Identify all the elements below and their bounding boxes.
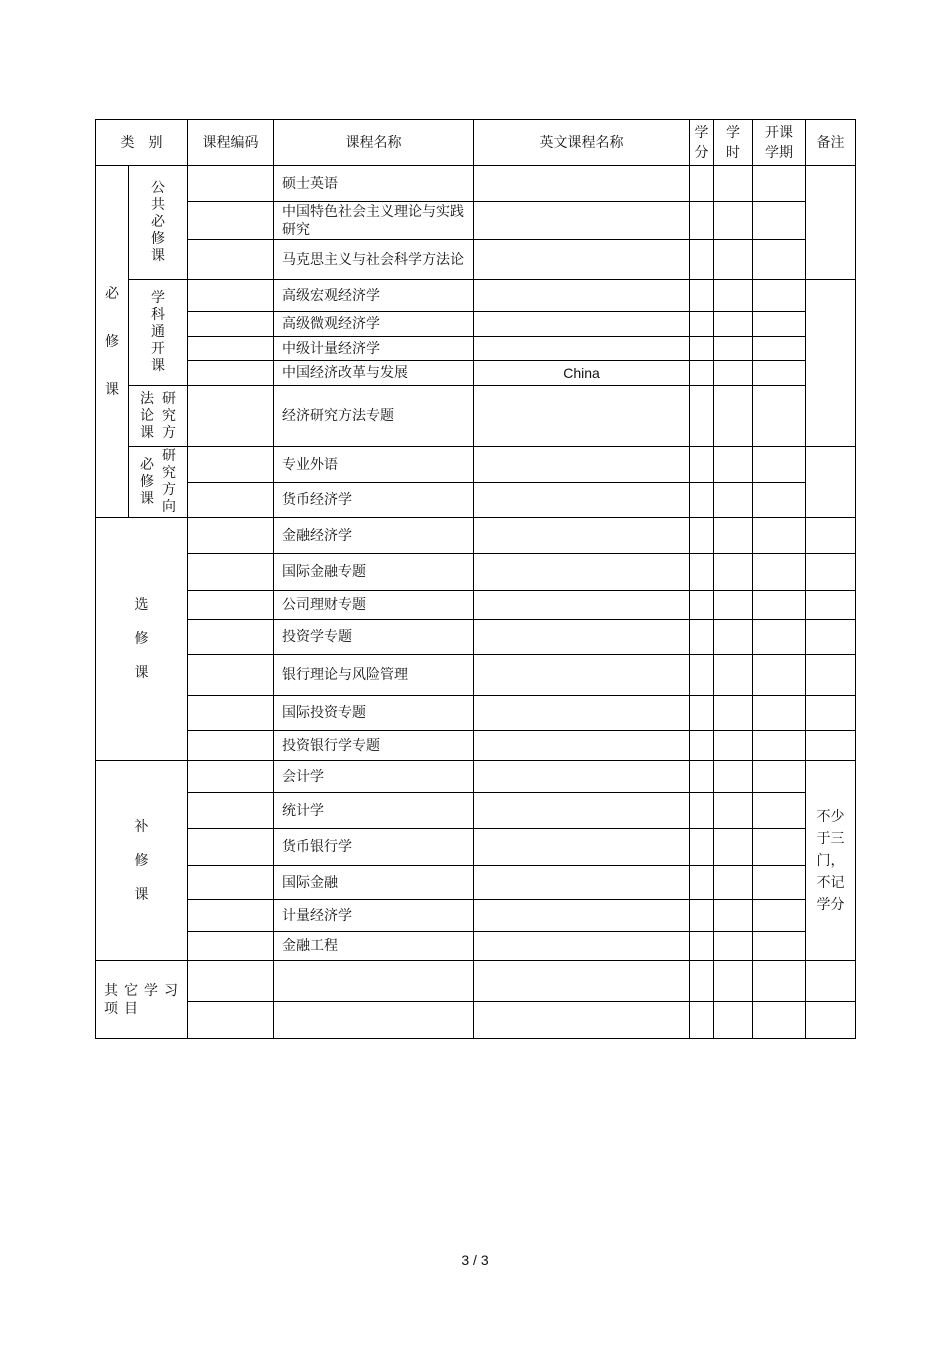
hours-cell <box>714 518 753 554</box>
hours-cell <box>714 483 753 518</box>
course-name: 投资银行学专题 <box>274 731 474 761</box>
remark-cell <box>806 655 856 696</box>
english-name <box>474 518 690 554</box>
credit-cell <box>690 312 714 337</box>
course-name: 高级微观经济学 <box>274 312 474 337</box>
hours-cell <box>714 761 753 793</box>
course-name: 中国特色社会主义理论与实践研究 <box>274 202 474 240</box>
course-code-cell <box>188 554 274 591</box>
credit-cell <box>690 655 714 696</box>
table-row <box>96 620 856 655</box>
english-name <box>474 337 690 361</box>
english-name <box>474 866 690 900</box>
course-code-cell <box>188 961 274 1002</box>
hours-cell <box>714 202 753 240</box>
english-name <box>474 761 690 793</box>
table-row <box>96 447 856 483</box>
table-row <box>96 312 856 337</box>
course-name: 高级宏观经济学 <box>274 280 474 312</box>
course-code-cell <box>188 483 274 518</box>
english-name <box>474 655 690 696</box>
hours-cell <box>714 447 753 483</box>
header-semester: 开课学期 <box>765 124 793 161</box>
english-name <box>474 554 690 591</box>
table-row <box>96 829 856 866</box>
table-row <box>96 696 856 731</box>
course-name: 金融经济学 <box>274 518 474 554</box>
semester-cell <box>753 961 806 1002</box>
semester-cell <box>753 829 806 866</box>
credit-cell <box>690 866 714 900</box>
hours-cell <box>714 361 753 386</box>
category-supplementary: 补修课 <box>134 818 149 903</box>
remark-cell <box>806 696 856 731</box>
course-code-cell <box>188 337 274 361</box>
course-name: 硕士英语 <box>274 166 474 202</box>
credit-cell <box>690 1002 714 1039</box>
course-code-cell <box>188 620 274 655</box>
course-code-cell <box>188 591 274 620</box>
hours-cell <box>714 900 753 932</box>
header-hours-cell <box>714 120 753 166</box>
english-name <box>474 932 690 961</box>
subcategory-method <box>129 391 187 442</box>
subcategory-general-cell <box>129 280 188 386</box>
course-code-cell <box>188 900 274 932</box>
hours-cell <box>714 620 753 655</box>
table-row <box>96 280 856 312</box>
english-name <box>474 829 690 866</box>
course-code-cell <box>188 447 274 483</box>
table-row <box>96 961 856 1002</box>
credit-cell <box>690 386 714 447</box>
semester-cell <box>753 554 806 591</box>
english-name <box>474 166 690 202</box>
course-code-cell <box>188 280 274 312</box>
semester-cell <box>753 337 806 361</box>
table-row <box>96 361 856 386</box>
hours-cell <box>714 386 753 447</box>
credit-cell <box>690 518 714 554</box>
semester-cell <box>753 447 806 483</box>
course-name: 计量经济学 <box>274 900 474 932</box>
semester-cell <box>753 900 806 932</box>
table-header-row <box>96 120 856 166</box>
credit-cell <box>690 202 714 240</box>
table-row <box>96 554 856 591</box>
course-code-cell <box>188 731 274 761</box>
hours-cell <box>714 240 753 280</box>
remark-cell <box>806 518 856 554</box>
hours-cell <box>714 655 753 696</box>
english-name-cell <box>474 961 690 1002</box>
supplementary-note: 不少于三门，不记学分 <box>816 808 845 913</box>
credit-cell <box>690 829 714 866</box>
table-row <box>96 202 856 240</box>
remark-cell <box>806 1002 856 1039</box>
course-name: 中级计量经济学 <box>274 337 474 361</box>
course-code-cell <box>188 202 274 240</box>
hours-cell <box>714 731 753 761</box>
credit-cell <box>690 240 714 280</box>
credit-cell <box>690 361 714 386</box>
table-row <box>96 386 856 447</box>
subcategory-direction <box>129 448 187 516</box>
subcategory-direction-label-b: 必修课 <box>140 456 154 507</box>
header-course-name: 课程名称 <box>274 120 474 166</box>
table-row <box>96 591 856 620</box>
course-name: 经济研究方法专题 <box>274 386 474 447</box>
hours-cell <box>714 793 753 829</box>
course-code-cell <box>188 793 274 829</box>
table-row <box>96 900 856 932</box>
course-code-cell <box>188 361 274 386</box>
category-supplementary-cell <box>96 761 188 961</box>
header-credit-cell <box>690 120 714 166</box>
credit-cell <box>690 900 714 932</box>
remark-cell <box>806 166 856 280</box>
english-name <box>474 447 690 483</box>
credit-cell <box>690 483 714 518</box>
course-name: 会计学 <box>274 761 474 793</box>
hours-cell <box>714 166 753 202</box>
semester-cell <box>753 202 806 240</box>
subcategory-method-label-b: 法论课 <box>140 390 154 441</box>
english-name <box>474 386 690 447</box>
semester-cell <box>753 312 806 337</box>
header-category: 类 别 <box>96 120 188 166</box>
course-code-cell <box>188 1002 274 1039</box>
course-name: 中国经济改革与发展 <box>274 361 474 386</box>
english-name <box>474 731 690 761</box>
semester-cell <box>753 761 806 793</box>
course-name: 国际金融 <box>274 866 474 900</box>
header-hours: 学时 <box>726 124 740 161</box>
semester-cell <box>753 518 806 554</box>
table-row <box>96 655 856 696</box>
hours-cell <box>714 280 753 312</box>
semester-cell <box>753 655 806 696</box>
course-code-cell <box>188 386 274 447</box>
hours-cell <box>714 932 753 961</box>
semester-cell <box>753 386 806 447</box>
subcategory-direction-cell <box>129 447 188 518</box>
page-number: 3 / 3 <box>461 1252 489 1268</box>
remark-cell <box>806 554 856 591</box>
course-name: 专业外语 <box>274 447 474 483</box>
credit-cell <box>690 932 714 961</box>
remark-cell <box>806 447 856 518</box>
course-code-cell <box>188 166 274 202</box>
credit-cell <box>690 761 714 793</box>
course-code-cell <box>188 518 274 554</box>
header-english-name: 英文课程名称 <box>474 120 690 166</box>
semester-cell <box>753 620 806 655</box>
course-code-cell <box>188 761 274 793</box>
category-required: 必修课 <box>105 285 119 398</box>
hours-cell <box>714 696 753 731</box>
hours-cell <box>714 866 753 900</box>
category-other: 其它学习项目 <box>96 961 188 1039</box>
english-name <box>474 620 690 655</box>
remark-cell <box>806 620 856 655</box>
semester-cell <box>753 866 806 900</box>
table-row <box>96 761 856 793</box>
course-code-cell <box>188 866 274 900</box>
course-name: 投资学专题 <box>274 620 474 655</box>
header-semester-cell <box>753 120 806 166</box>
table-row <box>96 518 856 554</box>
course-name: 金融工程 <box>274 932 474 961</box>
course-name: 银行理论与风险管理 <box>274 655 474 696</box>
credit-cell <box>690 620 714 655</box>
supplementary-note-cell <box>806 761 856 961</box>
semester-cell <box>753 696 806 731</box>
course-code-cell <box>188 240 274 280</box>
semester-cell <box>753 166 806 202</box>
course-code-cell <box>188 696 274 731</box>
subcategory-general: 学科通开课 <box>151 290 165 374</box>
english-name <box>474 483 690 518</box>
english-name: China <box>474 361 690 386</box>
course-code-cell <box>188 312 274 337</box>
course-code-cell <box>188 829 274 866</box>
category-required-cell <box>96 166 129 518</box>
header-remark: 备注 <box>806 120 856 166</box>
hours-cell <box>714 554 753 591</box>
credit-cell <box>690 166 714 202</box>
credit-cell <box>690 731 714 761</box>
table-row <box>96 483 856 518</box>
credit-cell <box>690 961 714 1002</box>
course-name: 货币经济学 <box>274 483 474 518</box>
hours-cell <box>714 591 753 620</box>
credit-cell <box>690 337 714 361</box>
header-credit: 学分 <box>694 124 709 161</box>
course-name: 国际金融专题 <box>274 554 474 591</box>
hours-cell <box>714 1002 753 1039</box>
semester-cell <box>753 361 806 386</box>
subcategory-method-label-a: 研究方 <box>162 390 176 441</box>
credit-cell <box>690 280 714 312</box>
remark-cell <box>806 280 856 447</box>
english-name <box>474 696 690 731</box>
english-name <box>474 900 690 932</box>
course-name: 货币银行学 <box>274 829 474 866</box>
english-name-cell <box>474 1002 690 1039</box>
semester-cell <box>753 793 806 829</box>
table-row <box>96 793 856 829</box>
subcategory-direction-label-a: 研究方向 <box>162 448 176 515</box>
course-name: 马克思主义与社会科学方法论 <box>274 240 474 280</box>
semester-cell <box>753 280 806 312</box>
semester-cell <box>753 1002 806 1039</box>
hours-cell <box>714 337 753 361</box>
english-name <box>474 240 690 280</box>
course-name: 国际投资专题 <box>274 696 474 731</box>
course-name-cell <box>274 1002 474 1039</box>
remark-cell <box>806 961 856 1002</box>
hours-cell <box>714 829 753 866</box>
english-name <box>474 793 690 829</box>
semester-cell <box>753 240 806 280</box>
subcategory-public-cell <box>129 166 188 280</box>
english-name <box>474 202 690 240</box>
hours-cell <box>714 961 753 1002</box>
credit-cell <box>690 793 714 829</box>
subcategory-public: 公共必修课 <box>151 180 165 264</box>
category-elective: 选修课 <box>134 597 149 681</box>
course-plan-table <box>95 119 856 1039</box>
semester-cell <box>753 483 806 518</box>
subcategory-method-cell <box>129 386 188 447</box>
course-code-cell <box>188 655 274 696</box>
remark-cell <box>806 731 856 761</box>
semester-cell <box>753 932 806 961</box>
table-row <box>96 932 856 961</box>
category-elective-cell <box>96 518 188 761</box>
table-row <box>96 166 856 202</box>
table-row <box>96 240 856 280</box>
credit-cell <box>690 447 714 483</box>
semester-cell <box>753 591 806 620</box>
hours-cell <box>714 312 753 337</box>
english-name <box>474 312 690 337</box>
course-name-cell <box>274 961 474 1002</box>
english-name <box>474 591 690 620</box>
course-code-cell <box>188 932 274 961</box>
credit-cell <box>690 554 714 591</box>
semester-cell <box>753 731 806 761</box>
course-name: 公司理财专题 <box>274 591 474 620</box>
english-name <box>474 280 690 312</box>
header-course-code: 课程编码 <box>188 120 274 166</box>
table-row <box>96 866 856 900</box>
credit-cell <box>690 591 714 620</box>
table-row <box>96 731 856 761</box>
remark-cell <box>806 591 856 620</box>
table-row <box>96 337 856 361</box>
credit-cell <box>690 696 714 731</box>
table-row <box>96 1002 856 1039</box>
course-name: 统计学 <box>274 793 474 829</box>
